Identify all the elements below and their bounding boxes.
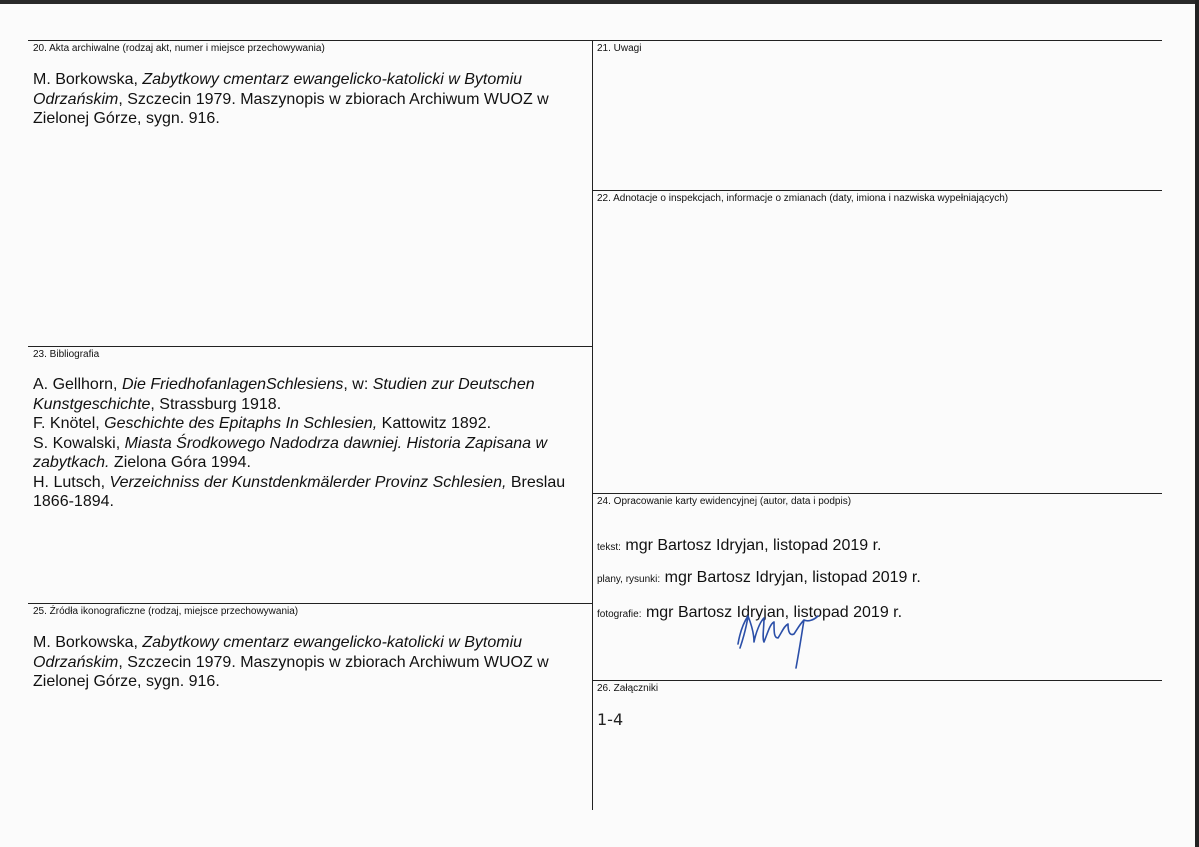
attachments-value: 1-4	[597, 710, 624, 729]
s20-rest: , Szczecin 1979. Maszynopis w zbiorach Archiwum WUOZ w Zielonej Górze, sygn. 916.	[33, 90, 549, 127]
section-22-label: 22. Adnotacje o inspekcjach, informacje o zmianach (daty, imiona i nazwiska wypełniających)	[597, 193, 1009, 204]
rule-left-mid	[28, 346, 592, 347]
bib-author: F. Knötel,	[33, 415, 105, 432]
rule-left-low	[28, 603, 592, 604]
section-20-label: 20. Akta archiwalne (rodzaj akt, numer i miejsce przechowywania)	[33, 43, 325, 54]
bib-entry	[33, 414, 585, 434]
rule-center	[592, 40, 593, 810]
bib-middle: Breslau 1866-1894.	[33, 473, 566, 510]
s20-author: M. Borkowska,	[33, 71, 143, 88]
bib-title: Die FriedhofanlagenSchlesiens	[121, 376, 344, 393]
credit-plany	[597, 569, 921, 587]
bib-author: A. Gellhorn,	[33, 376, 122, 393]
section-21-label: 21. Uwagi	[597, 43, 642, 54]
section-23-bibliography	[33, 375, 585, 512]
s20-title: Zabytkowy cmentarz ewangelicko-katolicki w Bytomiu Odrzańskim	[33, 71, 523, 108]
rule-top	[28, 40, 1162, 41]
section-25-label: 25. Źródła ikonograficzne (rodzaj, miejsce przechowywania)	[33, 606, 299, 617]
s25-author: M. Borkowska,	[33, 634, 143, 651]
rule-right-1	[592, 190, 1162, 191]
credit-plany-label: plany, rysunki:	[597, 574, 661, 585]
credit-foto-label: fotografie:	[597, 609, 642, 620]
credit-tekst-value: mgr Bartosz Idryjan, listopad 2019 r.	[625, 537, 882, 554]
bib-middle: Kattowitz 1892.	[377, 415, 492, 432]
s25-rest: , Szczecin 1979. Maszynopis w zbiorach Archiwum WUOZ w Zielonej Górze, sygn. 916.	[33, 653, 549, 690]
s25-title: Zabytkowy cmentarz ewangelicko-katolicki w Bytomiu Odrzańskim	[33, 634, 523, 671]
bib-author: S. Kowalski,	[33, 434, 125, 452]
handwritten-signature	[730, 602, 825, 674]
bib-entry	[33, 434, 585, 473]
bib-middle: , w:	[343, 376, 373, 393]
bib-author: H. Lutsch,	[33, 473, 110, 491]
rule-right-2	[592, 493, 1162, 494]
section-20-text	[33, 70, 578, 129]
scan-top-edge	[0, 0, 1199, 4]
section-26-label: 26. Załączniki	[597, 683, 659, 694]
credit-plany-value: mgr Bartosz Idryjan, listopad 2019 r.	[664, 569, 921, 586]
bib-title-2: Studien zur Deutschen Kunstgeschichte	[33, 376, 535, 413]
bib-middle: Zielona Góra 1994.	[109, 454, 251, 471]
credit-tekst	[597, 537, 881, 555]
rule-right-3	[592, 680, 1162, 681]
bib-title: Verzeichniss der Kunstdenkmälerder Provinz Schlesien,	[109, 473, 507, 491]
bib-entry	[33, 473, 585, 512]
bib-title: Miasta Środkowego Nadodrza dawniej. Historia Zapisana w zabytkach.	[33, 434, 548, 471]
bib-title: Geschichte des Epitaphs In Schlesien,	[104, 415, 378, 432]
section-24-label: 24. Opracowanie karty ewidencyjnej (autor, data i podpis)	[597, 496, 852, 507]
credit-tekst-label: tekst:	[597, 542, 621, 553]
bib-entry	[33, 375, 585, 414]
section-23-label: 23. Bibliografia	[33, 349, 100, 360]
bib-rest: , Strassburg 1918.	[150, 395, 282, 413]
credit-foto-value: mgr Bartosz Idryjan, listopad 2019 r.	[645, 604, 903, 621]
section-25-text	[33, 633, 578, 692]
scan-right-edge	[1195, 0, 1199, 847]
